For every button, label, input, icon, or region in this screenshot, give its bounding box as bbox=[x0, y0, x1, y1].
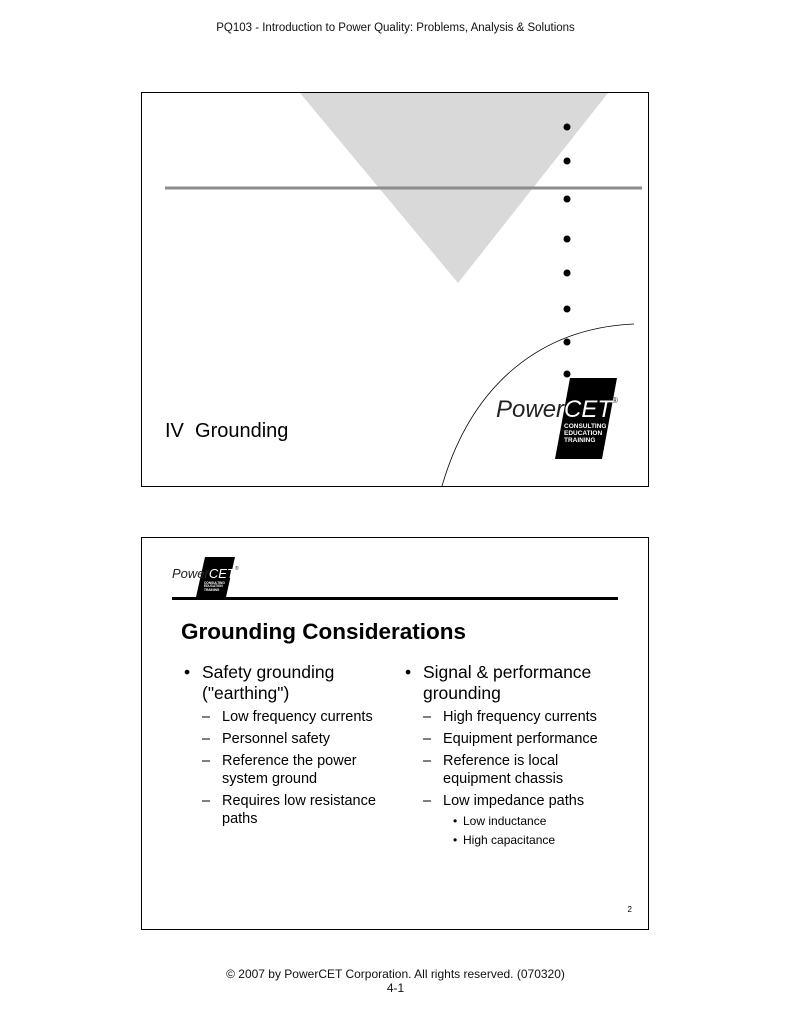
bullet-item: – Reference is local equipment chassis bbox=[423, 753, 564, 787]
bullet-item: – Low impedance paths bbox=[423, 793, 585, 809]
bullet-item: – Low frequency currents bbox=[202, 709, 373, 725]
page-footer bbox=[0, 967, 791, 995]
slide-number: 2 bbox=[627, 905, 632, 914]
bullet-heading: • Safety grounding ("earthing") bbox=[182, 662, 392, 704]
page-number: 4-1 bbox=[386, 981, 405, 995]
page-header: PQ103 - Introduction to Power Quality: Problems, Analysis & Solutions bbox=[216, 22, 575, 34]
title-rule bbox=[172, 597, 618, 600]
bullet-item: – High frequency currents bbox=[423, 709, 597, 725]
powercet-logo bbox=[494, 376, 624, 462]
bullet-item: – Reference the power system ground bbox=[202, 753, 357, 787]
bullet-dots bbox=[564, 124, 571, 378]
slide-title: IV Grounding bbox=[165, 420, 289, 442]
bullet-item: – Requires low resistance paths bbox=[202, 793, 376, 827]
logo-wordmark-small: PowerCET® bbox=[172, 566, 239, 581]
slide-title: Grounding Considerations bbox=[181, 619, 466, 644]
logo-tagline-small: CONSULTING EDUCATION TRAINING bbox=[204, 581, 225, 592]
logo-tagline: CONSULTING EDUCATION TRAINING bbox=[564, 423, 607, 444]
title-slide bbox=[141, 92, 649, 487]
bullet-heading: • Signal & performance grounding bbox=[403, 662, 618, 704]
sub-bullet-item: • Low inductance bbox=[453, 814, 547, 828]
right-column bbox=[403, 662, 618, 848]
bullet-item: – Equipment performance bbox=[423, 731, 598, 747]
sub-bullet-item: • High capacitance bbox=[453, 833, 556, 847]
logo-wordmark: PowerCET® bbox=[496, 396, 618, 423]
bullet-item: – Personnel safety bbox=[202, 731, 331, 747]
copyright-line: © 2007 by PowerCET Corporation. All rights reserved. (070320) bbox=[226, 967, 565, 981]
left-column bbox=[182, 662, 392, 828]
content-slide bbox=[141, 537, 649, 930]
powercet-logo-small bbox=[172, 556, 242, 598]
